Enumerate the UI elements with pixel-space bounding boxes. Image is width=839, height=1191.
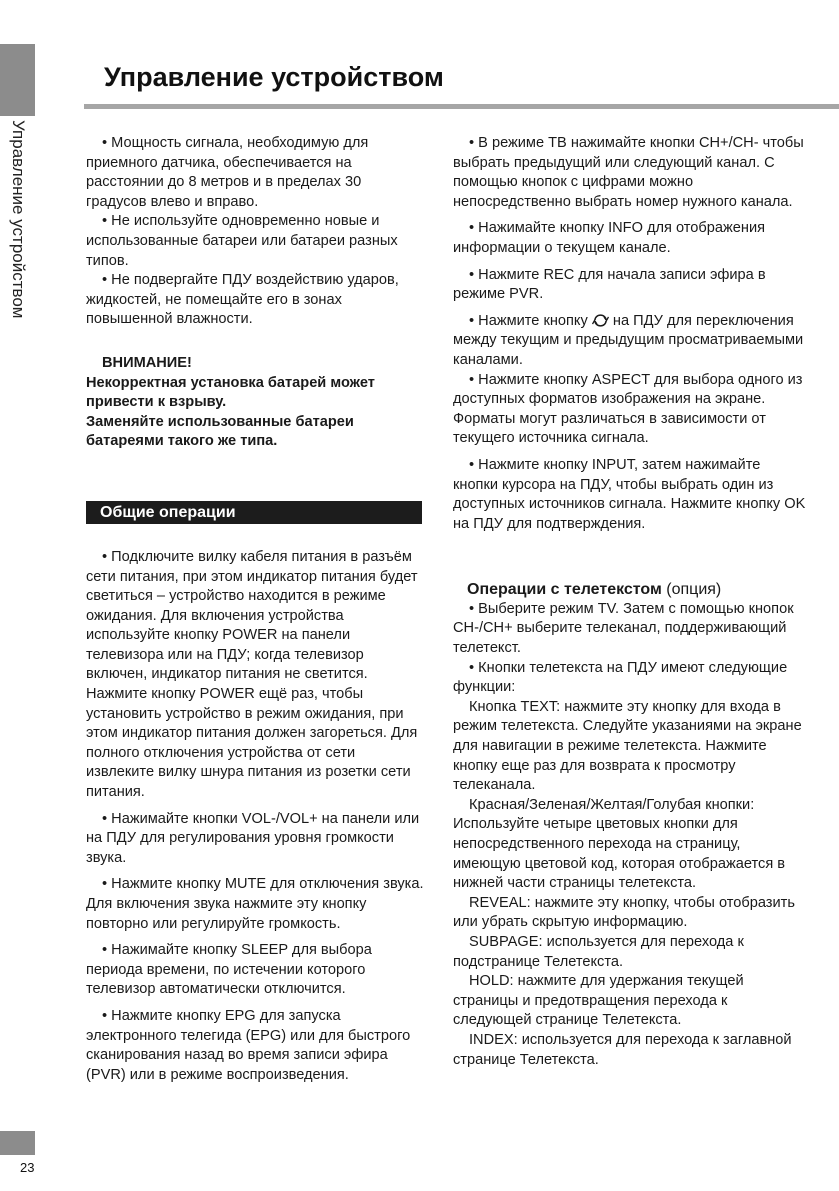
section-header-general: Общие операции <box>86 501 422 524</box>
paragraph-color-buttons: Красная/Зеленая/Желтая/Голубая кнопки: Используйте четыре цветовых кнопки для непосредственного перехода на страницу, имеющую цветовой код, которая отображается в нижней части страницы телетекста. <box>453 796 786 892</box>
paragraph-epg: • Нажмите кнопку EPG для запуска электронного телегида (EPG) или для быстрого сканирования назад во время записи эфира (PVR) или в режиме воспроизведения. <box>86 1007 411 1083</box>
teletext-section-title <box>453 580 808 600</box>
side-tab-marker <box>0 44 35 116</box>
paragraph-remote-care: • Не подвергайте ПДУ воздействию ударов, жидкостей, не помещайте его в зонах повышенной влажности. <box>86 272 399 328</box>
paragraph-volume: • Нажимайте кнопки VOL-/VOL+ на панели или на ПДУ для регулирования уровня громкости звука. <box>86 810 420 866</box>
warning-title: ВНИМАНИЕ! <box>102 354 192 371</box>
paragraph-signal-range: • Мощность сигнала, необходимую для приемного датчика, обеспечивается на расстоянии до 8 метров и в пределах 30 градусов влево и вправо. <box>86 135 369 210</box>
paragraph-index: INDEX: используется для перехода к заглавной странице Телетекста. <box>453 1031 792 1068</box>
side-section-label: Управление устройством <box>9 120 28 319</box>
paragraph-input: • Нажмите кнопку INPUT, затем нажимайте кнопки курсора на ПДУ, чтобы выбрать один из доступных источников сигнала. Нажмите кнопку OK на ПДУ для подтверждения. <box>453 456 806 532</box>
warning-text-1: Некорректная установка батарей может привести к взрыву. <box>86 374 375 411</box>
page-number: 23 <box>20 1160 35 1175</box>
left-column <box>86 134 424 1085</box>
paragraph-info: • Нажимайте кнопку INFO для отображения информации о текущем канале. <box>453 220 766 256</box>
recall-icon <box>592 314 609 327</box>
title-divider <box>84 104 839 109</box>
paragraph-rec: • Нажмите REC для начала записи эфира в режиме PVR. <box>453 266 766 303</box>
right-column <box>453 134 808 1070</box>
paragraph-battery-types: • Не используйте одновременно новые и использованные батареи или батареи разных типов. <box>86 213 398 269</box>
paragraph-text-button: Кнопка TEXT: нажмите эту кнопку для входа в режим телетекста. Следуйте указаниями на экране для навигации в режиме телетекста. Нажмите кнопку еще раз для возврата к просмотру телеканала. <box>453 698 802 794</box>
paragraph-mute: • Нажмите кнопку MUTE для отключения звука. Для включения звука нажмите эту кнопку повторно или регулируйте громкость. <box>86 876 424 932</box>
teletext-title-text: Операции с телетекстом <box>467 581 662 599</box>
paragraph-teletext-buttons: • Кнопки телетекста на ПДУ имеют следующие функции: <box>453 659 788 696</box>
paragraph-power: • Подключите вилку кабеля питания в разъём сети питания, при этом индикатор питания будет светиться – устройство находится в режиме ожидания. Для включения устройства используйте кнопку POWER на панели телевизора или на ПДУ; когда телевизор включен, индикатор питания не светится. Нажмите кнопку POWER ещё раз, чтобы установить устройство в режим ожидания, при этом индикатор питания должен загореться. Для полного отключения устройства от сети извлеките вилку шнура питания из розетки сети питания. <box>86 548 418 801</box>
paragraph-sleep: • Нажимайте кнопку SLEEP для выбора периода времени, по истечении которого телевизор автоматически отключится. <box>86 942 372 998</box>
page-title: Управление устройством <box>104 62 444 92</box>
recall-text-before: • Нажмите кнопку <box>469 312 592 329</box>
warning-text-2: Заменяйте использованные батареи батареями такого же типа. <box>86 413 354 450</box>
paragraph-recall <box>453 312 808 371</box>
teletext-title-option: (опция) <box>661 581 722 599</box>
recall-text-after: на ПДУ для переключения между текущим и предыдущим просматриваемыми каналами. <box>453 312 804 368</box>
paragraph-aspect: • Нажмите кнопку ASPECT для выбора одного из доступных форматов изображения на экране. Форматы могут различаться в зависимости от текущего источника сигнала. <box>453 371 803 447</box>
paragraph-teletext-select: • Выберите режим TV. Затем с помощью кнопок CH-/CH+ выберите телеканал, поддерживающий телетекст. <box>453 600 794 657</box>
paragraph-subpage: SUBPAGE: используется для перехода к подстранице Телетекста. <box>453 933 744 970</box>
paragraph-hold: HOLD: нажмите для удержания текущей страницы и предотвращения перехода к следующей странице Телетекста. <box>453 973 744 1029</box>
paragraph-channel: • В режиме ТВ нажимайте кнопки CH+/CH- чтобы выбрать предыдущий или следующий канал. С помощью кнопок с цифрами можно непосредственно выбрать номер нужного канала. <box>453 135 804 210</box>
paragraph-reveal: REVEAL: нажмите эту кнопку, чтобы отобразить или убрать скрытую информацию. <box>453 894 795 931</box>
footer-tab-marker <box>0 1131 35 1155</box>
